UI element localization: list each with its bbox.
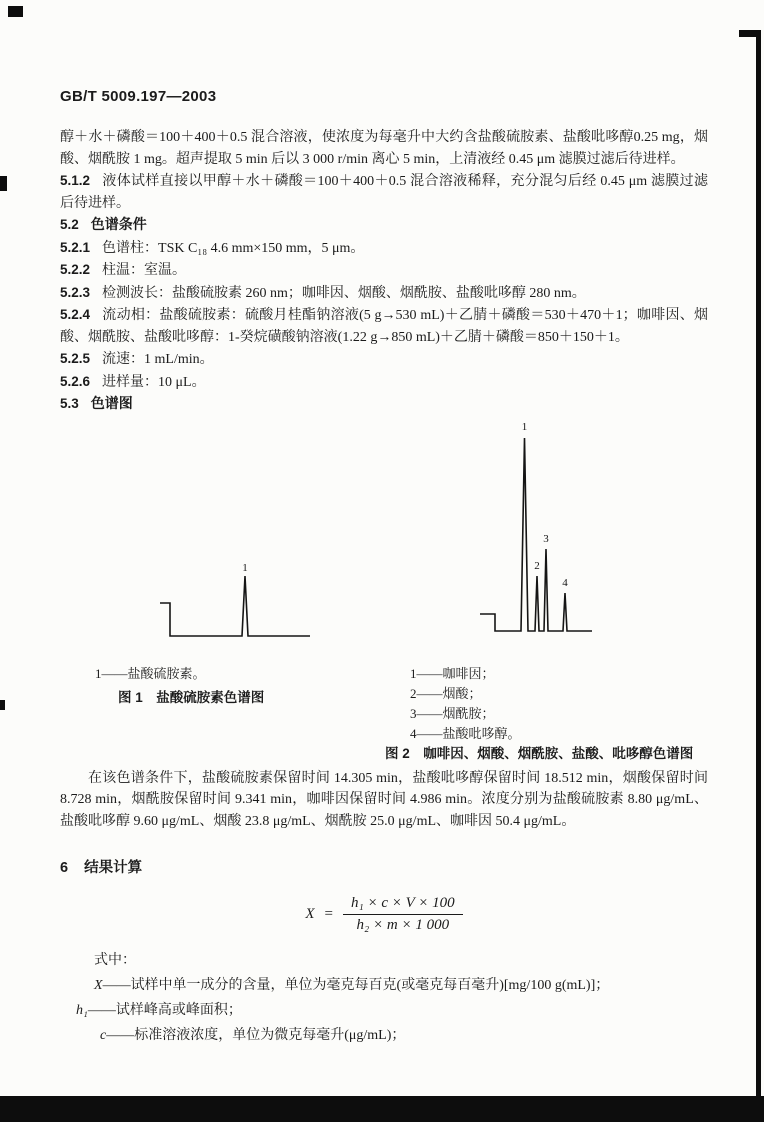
clause-5-2-heading <box>60 214 708 237</box>
clause-text: 进样量：10 μL。 <box>102 374 206 390</box>
clause-text: 柱温：室温。 <box>102 263 187 278</box>
formula-denominator: h₂ × m × 1 000 <box>356 917 450 933</box>
page-content <box>60 88 708 1048</box>
clause-5-2-5 <box>60 348 708 371</box>
chromatogram-figure-1 <box>160 541 380 646</box>
intro-paragraph: 醇＋水＋磷酸＝100＋400＋0.5 混合溶液，使浓度为每毫升中大约含盐酸硫胺素、盐酸吡哆醇0.25 mg，烟酸、烟酰胺 1 mg。超声提取 5 min 后以 3 000 r/min 离心 5 min，上清液经 0.45 μm 滤膜过滤后待进样。 <box>60 130 708 167</box>
clause-5-2-4 <box>60 304 708 348</box>
figure-2-legend <box>410 664 521 744</box>
where-item-c <box>60 1023 708 1048</box>
legend-item: 1——盐酸硫胺素。 <box>95 665 206 681</box>
peak-label: 3 <box>543 532 549 545</box>
clause-number: 5.2 <box>60 217 79 232</box>
standard-number: GB/T 5009.197—2003 <box>60 88 217 105</box>
clause-5-2-1 <box>60 237 708 260</box>
peak-label: 1 <box>521 420 528 433</box>
symbol-description: ——试样峰高或峰面积； <box>87 1003 242 1018</box>
clause-number: 5.1.2 <box>60 173 91 188</box>
scan-edge-bottom-bar <box>0 1096 764 1122</box>
clause-title: 色谱条件 <box>90 216 147 232</box>
scan-edge-right-line <box>756 30 761 1096</box>
clause-number: 5.2.4 <box>60 307 91 322</box>
peak-label: 1 <box>242 561 248 574</box>
section-number: 6 <box>60 860 69 876</box>
scan-mark-left-edge-2 <box>0 700 5 710</box>
clause-text: 检测波长：盐酸硫胺素 260 nm；咖啡因、烟酸、烟酰胺、盐酸吡哆醇 280 nm。 <box>102 285 586 301</box>
formula-legend <box>60 948 708 1048</box>
clause-number: 5.2.5 <box>60 351 91 366</box>
formula-equals: = <box>324 906 333 922</box>
symbol-description: ——试样中单一成分的含量，单位为毫克每百克(或毫克每百毫升)[mg/100 g(mL)]； <box>102 978 610 993</box>
legend-item: 2——烟酸； <box>410 685 482 701</box>
chromatogram-trace <box>480 438 592 631</box>
symbol: h₁ <box>76 1003 88 1018</box>
clause-number: 5.2.6 <box>60 373 91 389</box>
chromatogram-trace <box>160 576 310 636</box>
peak-label: 4 <box>562 576 568 589</box>
clause-5-1-2 <box>60 170 708 214</box>
clause-number: 5.2.1 <box>60 239 91 255</box>
peak-label: 2 <box>534 559 540 572</box>
legend-item: 4——盐酸吡哆醇。 <box>410 725 521 741</box>
clause-text: 色谱柱：TSK C₁₈ 4.6 mm×150 mm，5 μm。 <box>102 240 365 256</box>
figure-2-caption: 图 2 咖啡因、烟酸、烟酰胺、盐酸、吡哆醇色谱图 <box>385 745 694 761</box>
where-item-h1 <box>60 998 708 1023</box>
symbol: c <box>100 1028 107 1043</box>
figure-1-caption: 图 1 盐酸硫胺素色谱图 <box>118 689 265 705</box>
clause-5-2-6 <box>60 371 708 394</box>
where-intro: 式中： <box>94 953 136 968</box>
symbol-description: ——标准溶液浓度，单位为微克每毫升(μg/mL)； <box>106 1028 406 1043</box>
clause-number: 5.2.3 <box>60 284 91 300</box>
clause-number: 5.2.2 <box>60 262 91 277</box>
retention-paragraph: 在该色谱条件下，盐酸硫胺素保留时间 14.305 min，盐酸吡哆醇保留时间 18.512 min，烟酸保留时间 8.728 min，烟酰胺保留时间 9.341 min，咖啡因保留时间 4.986 min。浓度分别为盐酸硫胺素 8.80 μg/mL、盐酸吡哆醇 9.60 μg/mL、烟酸 23.8 μg/mL、烟酰胺 25.0 μg/mL、咖啡因 50.4 μg/mL。 <box>60 770 708 829</box>
clause-text: 流动相：盐酸硫胺素：硫酸月桂酯钠溶液(5 g→530 mL)＋乙腈＋磷酸＝530＋470＋1；咖啡因、烟酸、烟酰胺、盐酸吡哆醇：1-癸烷磺酸钠溶液(1.22 g→850 mL)＋乙腈＋磷酸＝850＋150＋1。 <box>60 308 708 345</box>
clause-text: 液体试样直接以甲醇＋水＋磷酸＝100＋400＋0.5 混合溶液稀释，充分混匀后经 0.45 μm 滤膜过滤后待进样。 <box>60 174 708 211</box>
legend-item: 1——咖啡因； <box>410 665 495 681</box>
scan-mark-top-left <box>8 6 23 17</box>
legend-item: 3——烟酰胺； <box>410 705 495 721</box>
clause-5-3-heading <box>60 393 708 416</box>
chromatogram-figure-2 <box>480 418 605 650</box>
figures-area <box>60 416 708 768</box>
clause-5-2-2 <box>60 259 708 282</box>
clause-text: 流速：1 mL/min。 <box>102 352 214 367</box>
result-formula <box>60 895 708 934</box>
clause-number: 5.3 <box>60 396 79 411</box>
formula-fraction <box>343 895 463 934</box>
formula-numerator: h₁ × c × V × 100 <box>343 895 463 915</box>
formula-lhs: X <box>305 906 315 922</box>
scan-mark-right-top <box>739 30 761 37</box>
where-item-x <box>60 973 708 998</box>
section-title: 结果计算 <box>84 860 143 876</box>
scan-mark-left-edge <box>0 176 7 191</box>
symbol: X <box>94 978 103 993</box>
figure-1-legend <box>95 664 206 684</box>
clause-5-2-3 <box>60 282 708 305</box>
section-6-heading <box>60 856 708 877</box>
clause-title: 色谱图 <box>90 395 133 411</box>
